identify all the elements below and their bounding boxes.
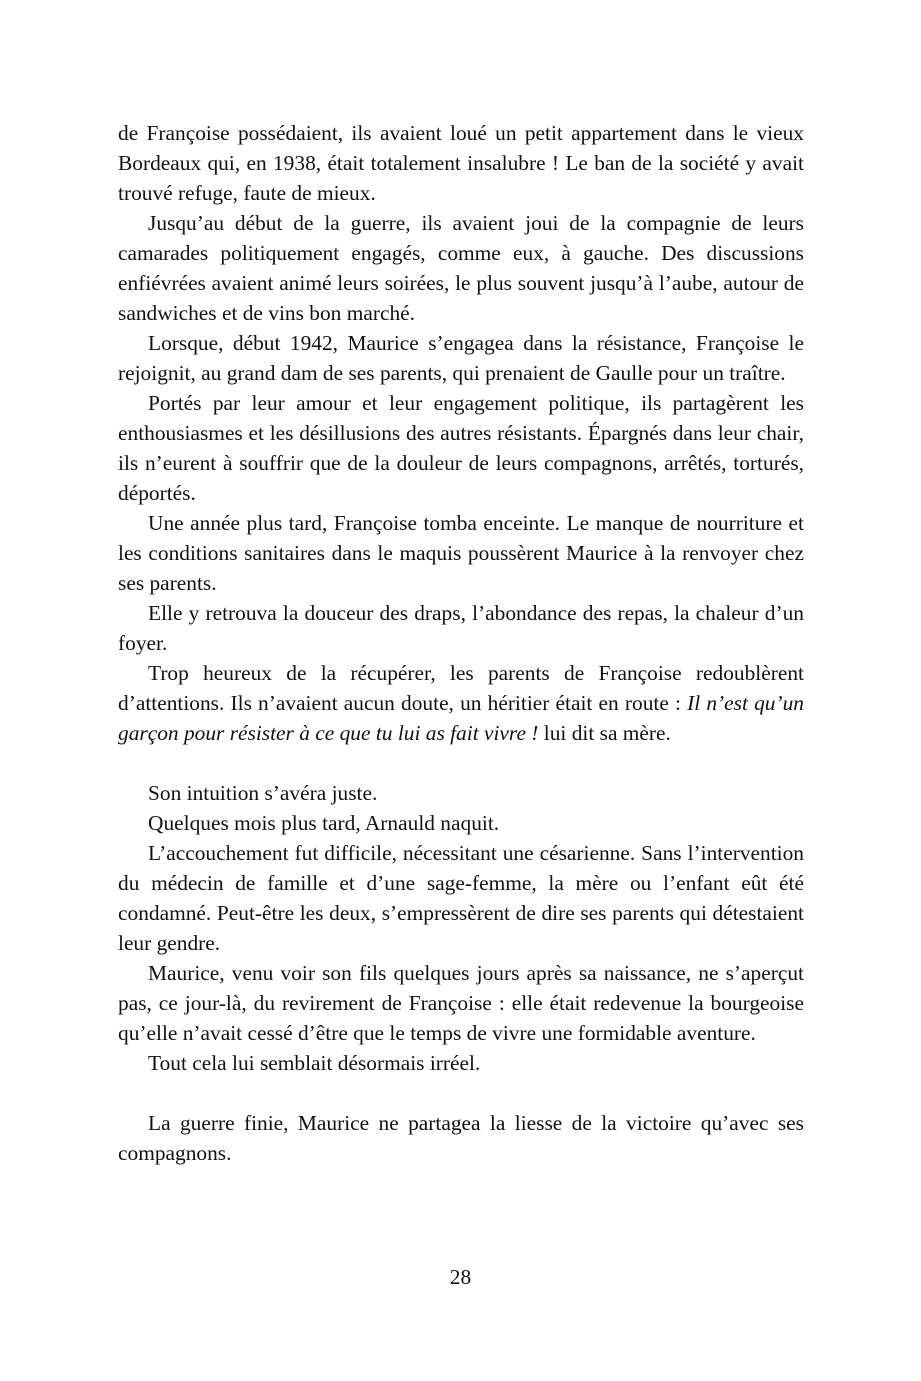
paragraph: La guerre finie, Maurice ne partagea la liesse de la victoire qu’avec ses compagnons. [118,1111,804,1165]
body-text [118,118,804,1168]
page-number: 28 [449,1265,472,1289]
paragraph-text: Trop heureux de la récupérer, les parents de Françoise redoublèrent d’attentions. Ils n’avaient aucun doute, un héritier était en route : [118,661,804,715]
paragraph: Une année plus tard, Françoise tomba enceinte. Le manque de nourriture et les conditions sanitaires dans le maquis poussèrent Maurice à la renvoyer chez ses parents. [118,511,804,595]
paragraph: Jusqu’au début de la guerre, ils avaient joui de la compagnie de leurs camarades politiquement engagés, comme eux, à gauche. Des discussions enfiévrées avaient animé leurs soirées, le plus souvent jusqu’à l’aube, autour de sandwiches et de vins bon marché. [118,211,804,325]
italic-quote: Il n’est qu’un garçon pour résister à ce que tu lui as fait vivre ! [118,691,804,745]
paragraph: Tout cela lui semblait désormais irréel. [148,1051,481,1075]
paragraph: Son intuition s’avéra juste. [148,781,378,805]
paragraph: Quelques mois plus tard, Arnauld naquit. [148,811,500,835]
paragraph: Maurice, venu voir son fils quelques jours après sa naissance, ne s’aperçut pas, ce jour-là, du revirement de Françoise : elle était redevenue la bourgeoise qu’elle n’avait cessé d’être que le temps de vivre une formidable aventure. [118,961,804,1045]
paragraph-with-quote [118,658,804,748]
paragraph: Lorsque, début 1942, Maurice s’engagea dans la résistance, Françoise le rejoignit, au grand dam de ses parents, qui prenaient de Gaulle pour un traître. [118,331,804,385]
paragraph: Portés par leur amour et leur engagement politique, ils partagèrent les enthousiasmes et les désillusions des autres résistants. Épargnés dans leur chair, ils n’eurent à souffrir que de la douleur de leurs compagnons, arrêtés, torturés, déportés. [118,391,804,505]
paragraph-text: lui dit sa mère. [538,721,671,745]
paragraph: Elle y retrouva la douceur des draps, l’abondance des repas, la chaleur d’un foyer. [118,601,804,655]
paragraph: L’accouchement fut difficile, nécessitant une césarienne. Sans l’intervention du médecin de famille et d’une sage-femme, la mère ou l’enfant eût été condamné. Peut-être les deux, s’empressèrent de dire ses parents qui détestaient leur gendre. [118,841,804,955]
paragraph: de Françoise possédaient, ils avaient loué un petit appartement dans le vieux Bordeaux qui, en 1938, était totalement insalubre ! Le ban de la société y avait trouvé refuge, faute de mieux. [118,121,804,205]
